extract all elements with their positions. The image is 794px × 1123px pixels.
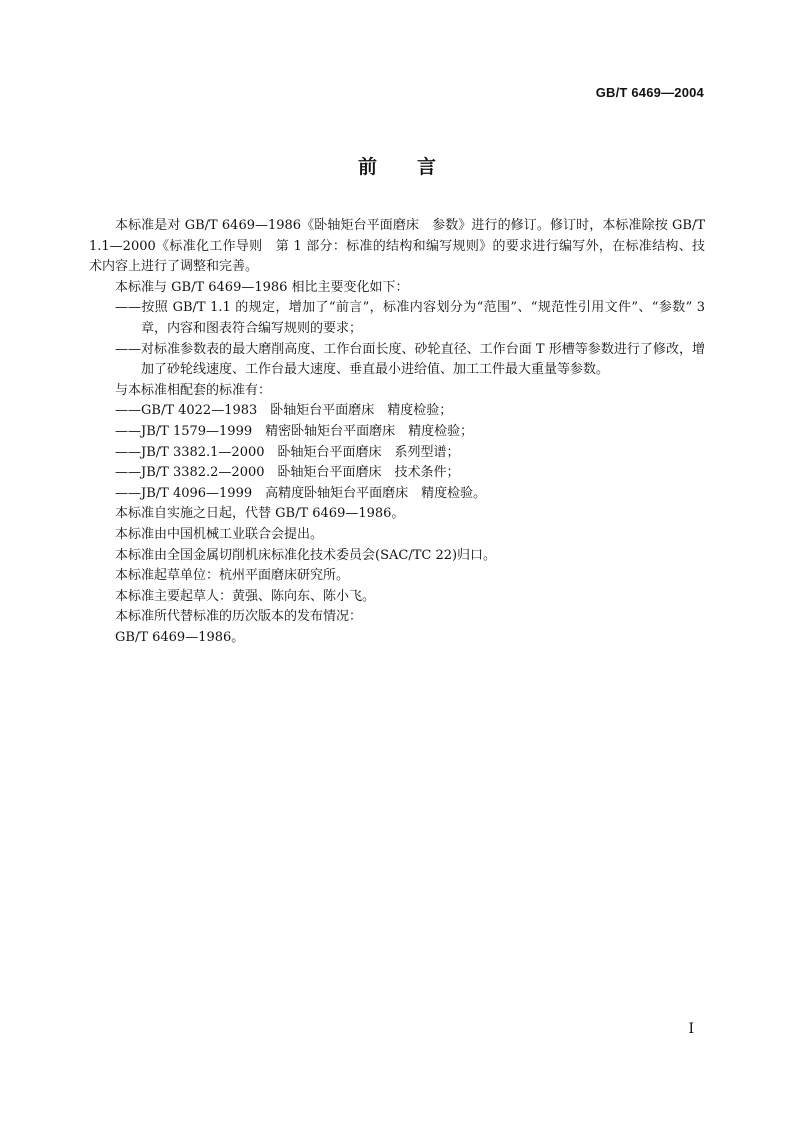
paragraph-drafting-unit: 本标准起草单位：杭州平面磨床研究所。 [115, 568, 350, 584]
related-standard-item: ——JB/T 4096—1999 高精度卧轴矩台平面磨床 精度检验。 [115, 485, 487, 501]
change-item: ——按照 GB/T 1.1 的规定，增加了“前言”，标准内容划分为“范围”、“规范性引用文件”、“参数” 3 章，内容和图表符合编写规则的要求； [115, 300, 705, 336]
paragraph-related-intro: 与本标准相配套的标准有： [115, 382, 272, 398]
related-standard-item: ——JB/T 3382.2—2000 卧轴矩台平面磨床 技术条件； [115, 465, 460, 481]
paragraph-history-intro: 本标准所代替标准的历次版本的发布情况： [115, 609, 363, 625]
related-standard-item: ——JB/T 3382.1—2000 卧轴矩台平面磨床 系列型谱； [115, 444, 460, 460]
paragraph-administrator: 本标准由全国金属切削机床标准化技术委员会(SAC/TC 22)归口。 [115, 547, 497, 563]
page-title: 前言 [357, 156, 476, 178]
paragraph-history: GB/T 6469—1986。 [115, 629, 245, 645]
paragraph-proposer: 本标准由中国机械工业联合会提出。 [115, 526, 324, 542]
change-item: ——对标准参数表的最大磨削高度、工作台面长度、砂轮直径、工作台面 T 形槽等参数进行了修改，增加了砂轮线速度、工作台最大速度、垂直最小进给值、加工工件最大重量等参数。 [115, 341, 705, 378]
paragraph-revision-intro: 本标准是对 GB/T 6469—1986《卧轴矩台平面磨床 参数》进行的修订。修订时，本标准除按 GB/T 1.1—2000《标准化工作导则 第 1 部分：标准的结构和编写规则》的要求进行编写外，在标准结构、技术内容上进行了调整和完善。 [89, 218, 705, 275]
page-number: I [688, 1021, 694, 1037]
related-standard-item: ——JB/T 1579—1999 精密卧轴矩台平面磨床 精度检验； [115, 423, 474, 439]
paragraph-replacement: 本标准自实施之日起，代替 GB/T 6469—1986。 [115, 506, 405, 522]
foreword-body [89, 216, 705, 648]
related-standard-item: ——GB/T 4022—1983 卧轴矩台平面磨床 精度检验； [115, 403, 453, 419]
paragraph-drafters: 本标准主要起草人：黄强、陈向东、陈小飞。 [115, 588, 376, 604]
standard-number: GB/T 6469—2004 [595, 85, 704, 100]
paragraph-changes-intro: 本标准与 GB/T 6469—1986 相比主要变化如下： [115, 279, 409, 295]
